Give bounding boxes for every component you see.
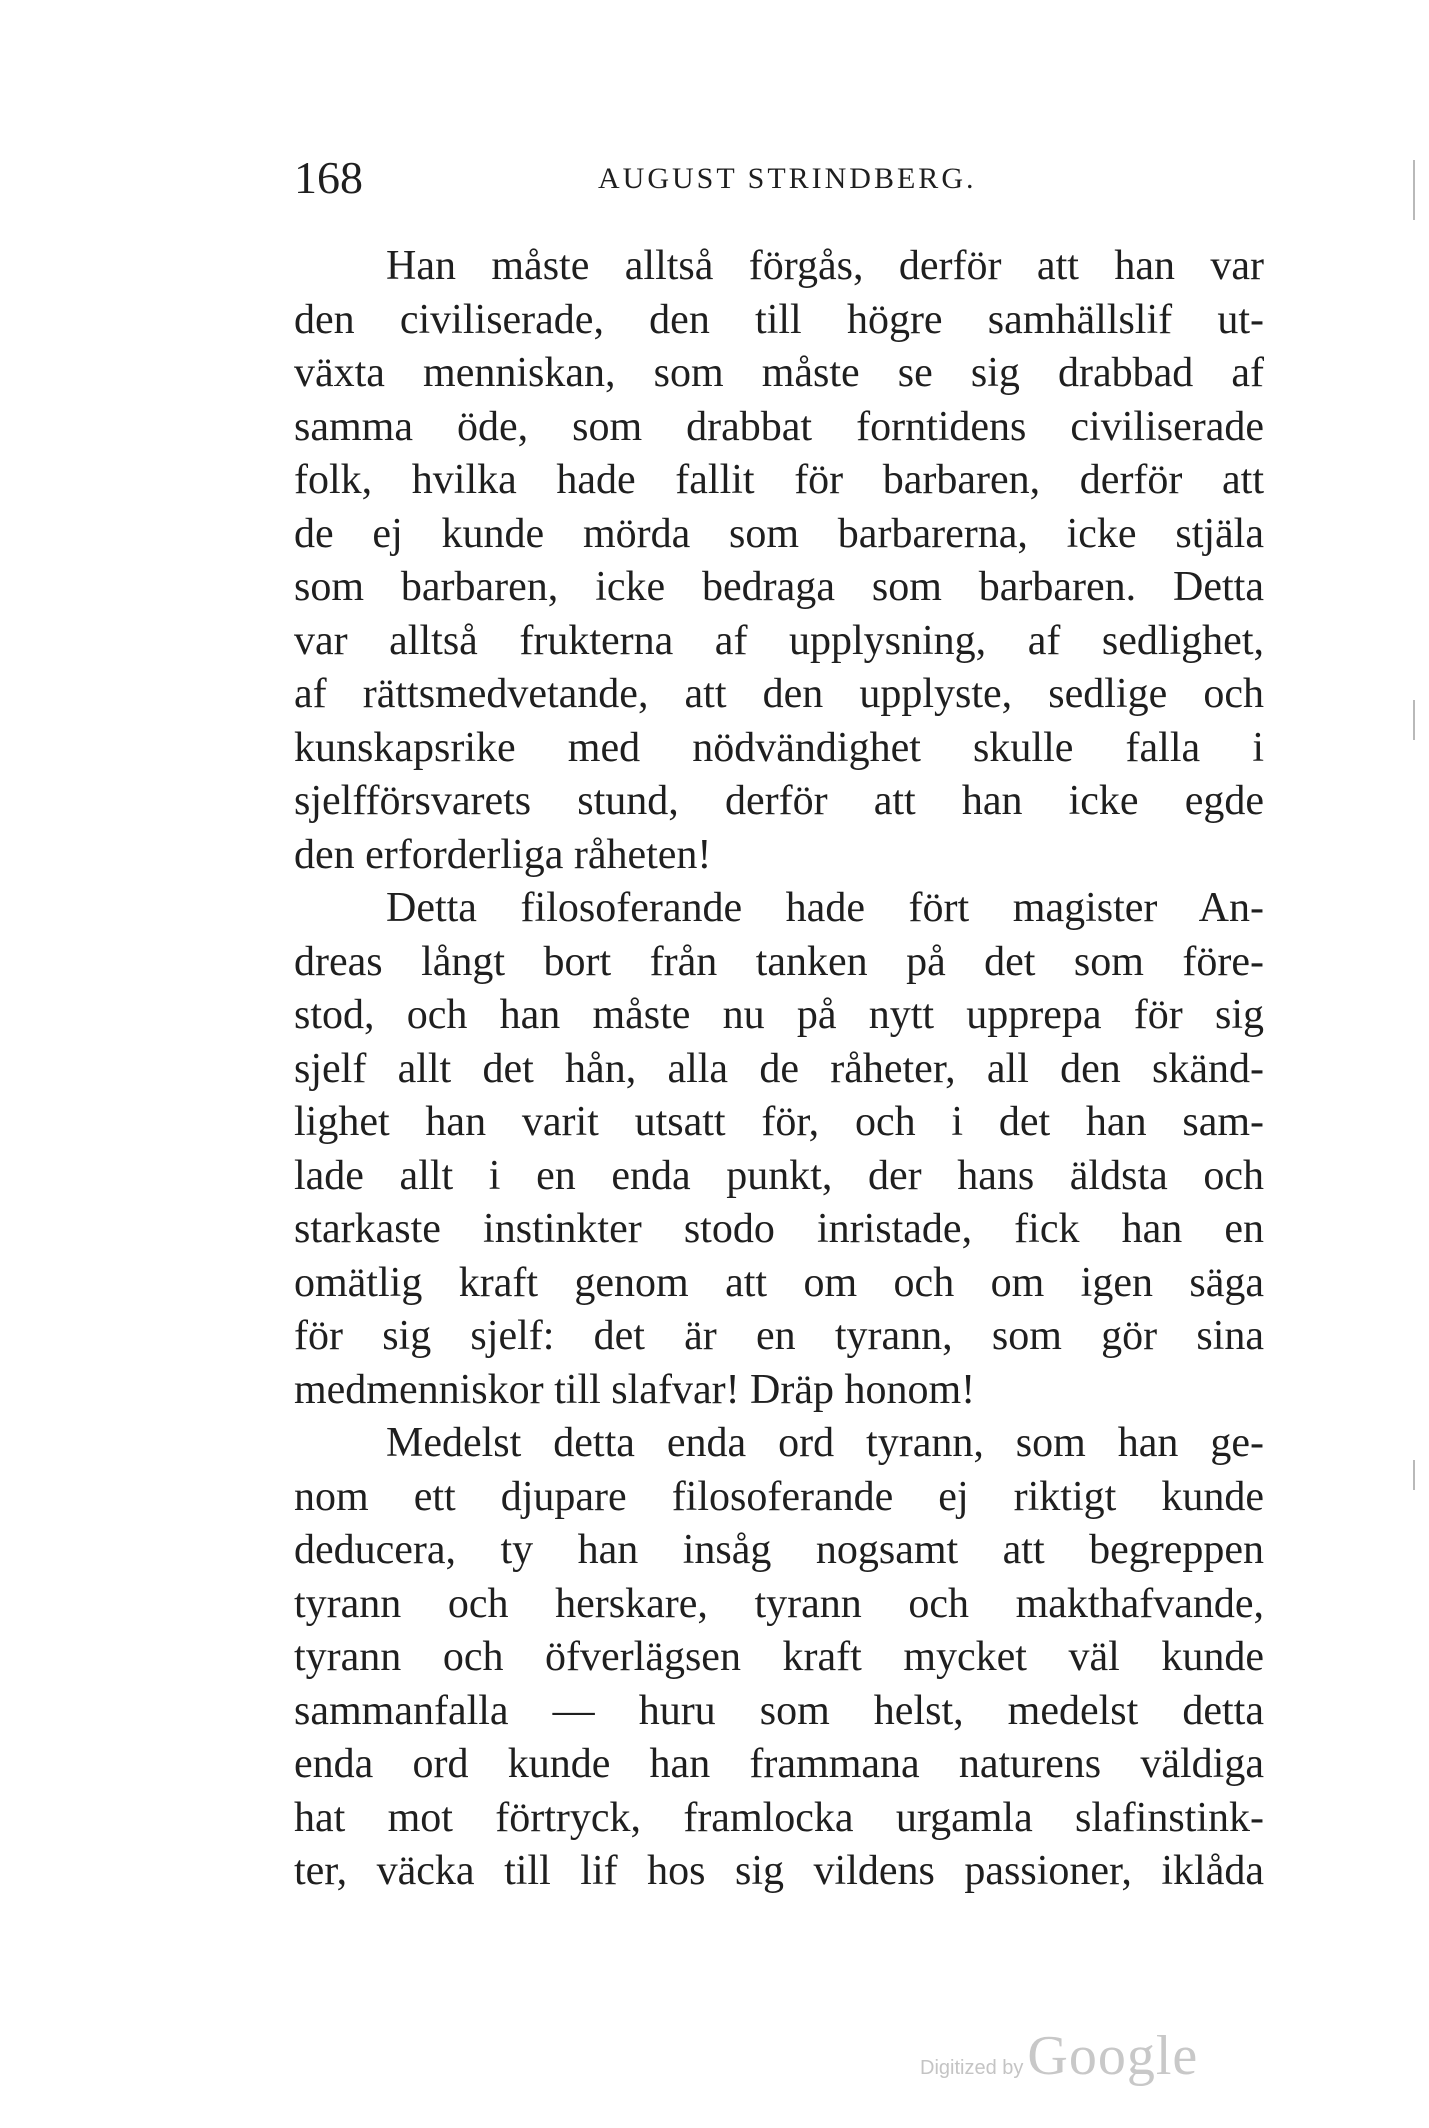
text-line: sjelf allt det hån, alla de råheter, all den skänd- [294, 1045, 1264, 1092]
scan-edge-mark [1413, 700, 1415, 740]
text-line: som barbaren, icke bedraga som barbaren. Detta [294, 564, 1264, 610]
text-line: sjelfförsvarets stund, derför att han icke egde [294, 778, 1264, 824]
text-line: hat mot förtryck, framlocka urgamla slafinstink- [294, 1794, 1264, 1841]
watermark-brand: Google [1027, 2025, 1199, 2087]
text-line: nom ett djupare filosoferande ej riktigt kunde [294, 1473, 1264, 1520]
text-line: tyrann och öfverlägsen kraft mycket väl kunde [294, 1634, 1264, 1680]
text-line: sammanfalla — huru som helst, medelst detta [294, 1687, 1264, 1734]
text-line: Han måste alltså förgås, derför att han var [386, 243, 1264, 289]
text-line: stod, och han måste nu på nytt upprepa för sig [294, 992, 1264, 1038]
text-line: dreas långt bort från tanken på det som före- [294, 938, 1264, 985]
text-line: var alltså frukterna af upplysning, af sedlighet, [294, 617, 1264, 664]
text-line: folk, hvilka hade fallit för barbaren, derför att [294, 457, 1264, 503]
text-line: samma öde, som drabbat forntidens civiliserade [294, 403, 1264, 450]
text-line: omätlig kraft genom att om och om igen säga [294, 1259, 1264, 1306]
watermark-prefix: Digitized by [920, 2057, 1024, 2079]
text-line: deducera, ty han insåg nogsamt att begreppen [294, 1527, 1264, 1573]
page-header [294, 148, 1254, 208]
text-line: ter, väcka till lif hos sig vildens passioner, iklåda [294, 1848, 1264, 1894]
text-line: växta menniskan, som måste se sig drabbad af [294, 350, 1264, 396]
text-line: lighet han varit utsatt för, och i det han sam- [294, 1099, 1264, 1145]
digitized-watermark [920, 2024, 1198, 2094]
text-line: den civiliserade, den till högre samhällslif ut- [294, 296, 1264, 343]
text-line: Medelst detta enda ord tyrann, som han ge- [386, 1420, 1264, 1466]
page-number: 168 [294, 152, 363, 203]
running-head: AUGUST STRINDBERG. [598, 162, 977, 195]
text-line: de ej kunde mörda som barbarerna, icke stjäla [294, 510, 1264, 557]
text-line: lade allt i en enda punkt, der hans äldsta och [294, 1152, 1264, 1199]
body-text [294, 240, 1264, 1899]
text-line: starkaste instinkter stodo inristade, fick han en [294, 1206, 1264, 1252]
text-line: den erforderliga råheten! [294, 831, 712, 878]
text-line: medmenniskor till slafvar! Dräp honom! [294, 1366, 976, 1413]
text-line: tyrann och herskare, tyrann och makthafvande, [294, 1580, 1264, 1627]
text-line: kunskapsrike med nödvändighet skulle falla i [294, 724, 1264, 771]
text-line: af rättsmedvetande, att den upplyste, sedlige och [294, 671, 1264, 717]
scan-edge-mark [1413, 1460, 1415, 1490]
text-line: Detta filosoferande hade fört magister An- [386, 885, 1264, 931]
text-line: för sig sjelf: det är en tyrann, som gör sina [294, 1313, 1264, 1359]
text-line: enda ord kunde han frammana naturens väldiga [294, 1741, 1264, 1787]
scan-edge-mark [1413, 160, 1415, 220]
